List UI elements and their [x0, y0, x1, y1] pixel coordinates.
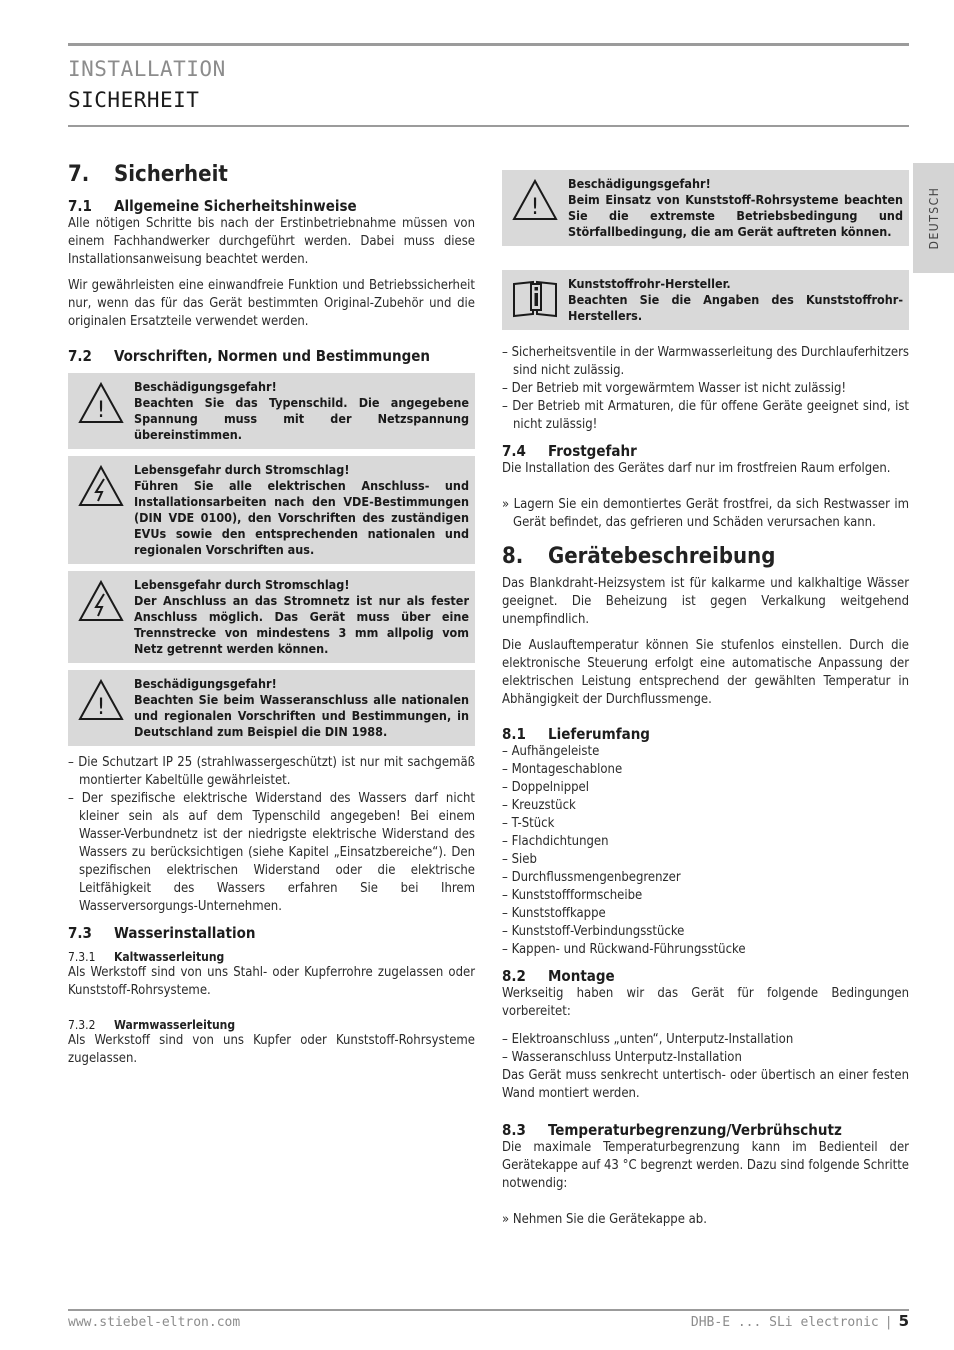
- footer-url: www.stiebel-eltron.com: [68, 1315, 241, 1330]
- footer-rule: [68, 1309, 909, 1311]
- list-item: – Aufhängeleiste: [502, 743, 909, 761]
- warning-icon: [68, 676, 134, 722]
- box-text: Der Anschluss an das Stromnetz ist nur als fester Anschluss möglich. Das Gerät muss über eine Trennstrecke von mindestens 3 mm allpolig vom Netz getrennt werden können.: [134, 593, 469, 656]
- svg-text:!: !: [96, 398, 106, 423]
- svg-text:!: !: [96, 695, 106, 720]
- box-title: Beschädigungsgefahr!: [134, 379, 277, 394]
- paragraph: Die maximale Temperaturbegrenzung kann im Bedienteil der Gerätekappe auf 43 °C begrenzt werden. Dazu sind folgende Schritte notwendig:: [502, 1140, 909, 1191]
- heading-7-3-1: [68, 950, 475, 964]
- box-title: Beschädigungsgefahr!: [568, 176, 711, 191]
- heading-8-1: [502, 725, 909, 743]
- heading-title: Sicherheit: [114, 162, 228, 187]
- heading-title: Wasserinstallation: [114, 924, 256, 942]
- paragraph: Die Installation des Gerätes darf nur im frostfreien Raum erfolgen.: [502, 461, 891, 476]
- electric-shock-icon: [68, 577, 134, 623]
- heading-number: 7.2: [68, 347, 92, 365]
- assembly-list: [502, 1031, 909, 1067]
- electric-shock-icon: [68, 462, 134, 508]
- heading-title: Lieferumfang: [548, 725, 650, 743]
- instruction-step: » Lagern Sie ein demontiertes Gerät frostfrei, da sich Restwasser im Gerät befindet, das gefrieren und Schäden verursachen kann.: [502, 496, 909, 532]
- warning-icon: [502, 176, 568, 222]
- electric-warning-box: [68, 456, 475, 564]
- heading-title: Temperaturbegrenzung/Verbrühschutz: [548, 1121, 842, 1139]
- paragraph: Wir gewährleisten eine einwandfreie Funktion und Betriebssicherheit nur, wenn das für das Gerät bestimmten Original-Zubehör und die originalen Ersatzteile verwendet werden.: [68, 278, 475, 329]
- box-title: Lebensgefahr durch Stromschlag!: [134, 462, 350, 477]
- list-item: – Kunststoffformscheibe: [502, 887, 909, 905]
- heading-number: 8.1: [502, 725, 526, 743]
- left-column: [68, 160, 475, 1068]
- heading-title: Montage: [548, 967, 615, 985]
- heading-title: Vorschriften, Normen und Bestimmungen: [114, 347, 431, 365]
- heading-8-2: [502, 967, 909, 985]
- warning-box: [502, 170, 909, 246]
- box-title: Beschädigungsgefahr!: [134, 676, 277, 691]
- header-rule-bottom: [68, 125, 909, 127]
- heading-number: 7.3.1: [68, 950, 96, 964]
- list-item: – Kappen- und Rückwand-Führungsstücke: [502, 941, 909, 959]
- page-number: 5: [898, 1312, 909, 1330]
- box-title: Lebensgefahr durch Stromschlag!: [134, 577, 350, 592]
- heading-7-3-2: [68, 1018, 475, 1032]
- paragraph: Die Auslauftemperatur können Sie stufenlos einstellen. Durch die elektronische Steuerung erfolgt eine automatische Anpassung der elektrischen Leistung entsprechend der gewählten Temperatur in Abhängigkeit der Durchflussmenge.: [502, 638, 909, 707]
- warning-icon: [68, 379, 134, 425]
- header-subsection: SICHERHEIT: [68, 88, 200, 112]
- language-tab: [913, 163, 954, 273]
- heading-number: 7.: [68, 162, 90, 187]
- list-item: – Sicherheitsventile in der Warmwasserleitung des Durchlauferhitzers sind nicht zulässig.: [502, 344, 909, 380]
- header-rule-top: [68, 43, 909, 46]
- warning-box: [68, 373, 475, 449]
- heading-number: 7.3: [68, 924, 92, 942]
- list-item: – Kunststoff-Verbindungsstücke: [502, 923, 909, 941]
- heading-title: Warmwasserleitung: [114, 1018, 236, 1032]
- list-item: – Elektroanschluss „unten“, Unterputz-Installation: [502, 1031, 909, 1049]
- box-text: Beachten Sie die Angaben des Kunststoffrohr-Herstellers.: [568, 292, 903, 323]
- box-title: Kunststoffrohr-Hersteller.: [568, 276, 731, 291]
- info-box: [502, 270, 909, 330]
- heading-title: Allgemeine Sicherheitshinweise: [114, 197, 357, 215]
- heading-8-3: [502, 1121, 909, 1139]
- list-item: – Doppelnippel: [502, 779, 909, 797]
- footer-model: DHB-E ... SLi electronic: [690, 1315, 879, 1330]
- list-item: – Wasseranschluss Unterputz-Installation: [502, 1049, 909, 1067]
- heading-number: 8.: [502, 544, 524, 569]
- list-item: – Kunststoffkappe: [502, 905, 909, 923]
- list-item: – Sieb: [502, 851, 909, 869]
- paragraph: Das Gerät muss senkrecht untertisch- oder übertisch an einer festen Wand montiert werden.: [502, 1068, 909, 1101]
- delivery-list: [502, 743, 909, 959]
- heading-7: [68, 162, 475, 187]
- list-item: – Die Schutzart IP 25 (strahlwassergeschützt) ist nur mit sachgemäß montierter Kabeltülle gewährleistet.: [68, 754, 475, 790]
- safety-list: [502, 344, 909, 434]
- instruction-step: » Nehmen Sie die Gerätekappe ab.: [502, 1211, 909, 1229]
- list-item: – Der spezifische elektrische Widerstand des Wassers darf nicht kleiner sein als auf dem Typenschild angegeben! Bei einem Wasser-Verbundnetz ist der niedrigste elektrische Widerstand des Wassers zu berücksichtigen (siehe Kapitel „Einsatzbereiche“). Den spezifischen elektrischen Widerstand oder die elektrische Leitfähigkeit des Wassers erfahren Sie bei Ihrem Wasserversorgungs-Unternehmen.: [68, 790, 475, 916]
- header-section: INSTALLATION: [68, 57, 226, 81]
- heading-number: 7.3.2: [68, 1018, 96, 1032]
- info-book-icon: [502, 276, 568, 318]
- language-tab-label: DEUTSCH: [926, 186, 941, 250]
- list-item: – Kreuzstück: [502, 797, 909, 815]
- footer-model-page: [691, 1312, 909, 1330]
- box-text: Beachten Sie beim Wasseranschluss alle nationalen und regionalen Vorschriften und Bestimmungen, in Deutschland zum Beispiel die DIN 1988.: [134, 692, 469, 739]
- right-column: [502, 170, 909, 1229]
- heading-7-4: [502, 442, 909, 460]
- list-item: – Montageschablone: [502, 761, 909, 779]
- electric-warning-box: [68, 571, 475, 663]
- warning-box: [68, 670, 475, 746]
- list-item: – Flachdichtungen: [502, 833, 909, 851]
- box-text: Beachten Sie das Typenschild. Die angegebene Spannung muss mit der Netzspannung übereinstimmen.: [134, 395, 469, 442]
- paragraph: Als Werkstoff sind von uns Kupfer oder Kunststoff-Rohrsysteme zugelassen.: [68, 1033, 475, 1066]
- footer-separator: |: [884, 1315, 893, 1330]
- paragraph: Alle nötigen Schritte bis nach der Erstinbetriebnahme müssen von einem Fachhandwerker durchgeführt werden. Dabei muss diese Installationsanweisung beachtet werden.: [68, 216, 475, 267]
- heading-number: 8.2: [502, 967, 526, 985]
- box-text: Beim Einsatz von Kunststoff-Rohrsysteme beachten Sie die extremste Betriebsbedingung und Störfallbedingung, die am Gerät auftreten können.: [568, 192, 903, 239]
- heading-title: Kaltwasserleitung: [114, 950, 225, 964]
- requirements-list: [68, 754, 475, 916]
- paragraph: Als Werkstoff sind von uns Stahl- oder Kupferrohre zugelassen oder Kunststoff-Rohrsysteme.: [68, 965, 475, 998]
- heading-number: 8.3: [502, 1121, 526, 1139]
- heading-7-1: [68, 197, 475, 215]
- heading-8: [502, 544, 909, 569]
- heading-number: 7.4: [502, 442, 526, 460]
- paragraph: Das Blankdraht-Heizsystem ist für kalkarme und kalkhaltige Wässer geeignet. Die Beheizung ist gegen Verkalkung weitgehend unempfindlich.: [502, 576, 909, 627]
- heading-7-2: [68, 347, 475, 365]
- list-item: – Der Betrieb mit vorgewärmtem Wasser ist nicht zulässig!: [502, 380, 909, 398]
- list-item: – Durchflussmengenbegrenzer: [502, 869, 909, 887]
- list-item: – Der Betrieb mit Armaturen, die für offene Geräte geeignet sind, ist nicht zulässig!: [502, 398, 909, 434]
- svg-text:!: !: [530, 195, 540, 220]
- paragraph: Werkseitig haben wir das Gerät für folgende Bedingungen vorbereitet:: [502, 986, 909, 1019]
- box-text: Führen Sie alle elektrischen Anschluss- und Installationsarbeiten nach den VDE-Bestimmungen (DIN VDE 0100), den Vorschriften des zuständigen EVUs sowie den entsprechenden nationalen und regionalen Vorschriften aus.: [134, 478, 469, 557]
- heading-title: Gerätebeschreibung: [548, 544, 776, 569]
- heading-number: 7.1: [68, 197, 92, 215]
- heading-7-3: [68, 924, 475, 942]
- heading-title: Frostgefahr: [548, 442, 637, 460]
- list-item: – T-Stück: [502, 815, 909, 833]
